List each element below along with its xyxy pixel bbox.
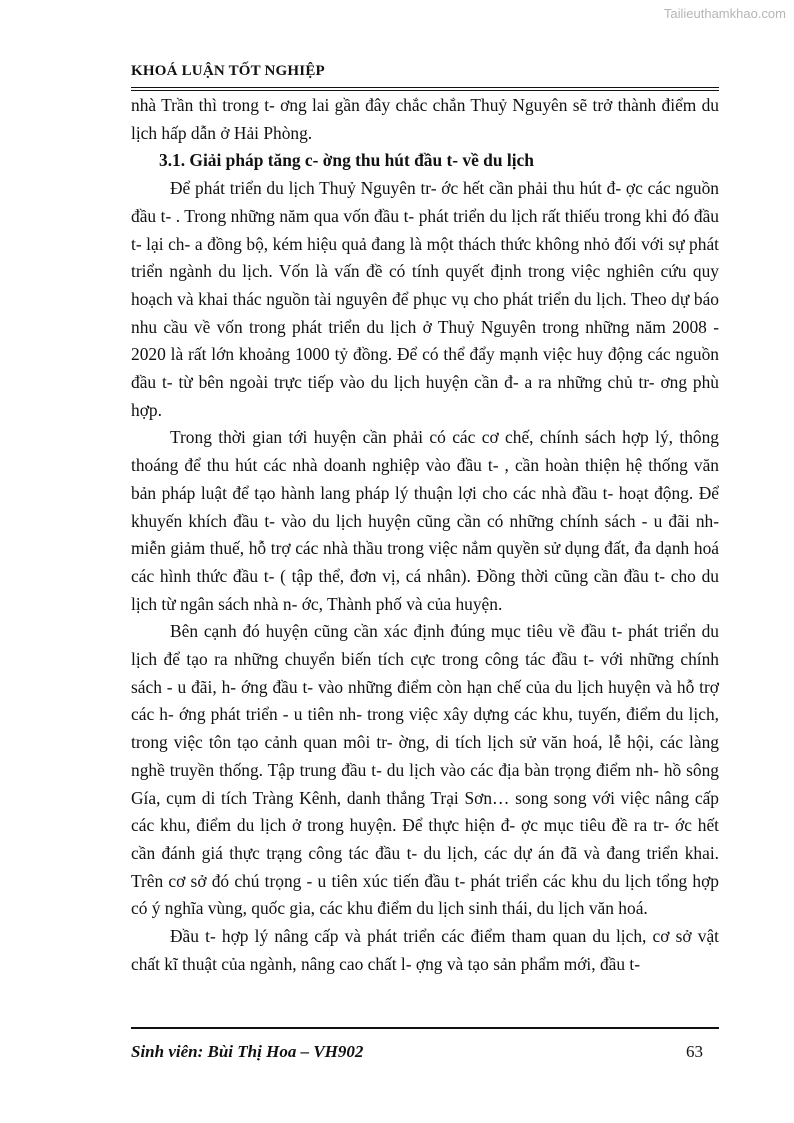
paragraph-2: Trong thời gian tới huyện cần phải có các cơ chế, chính sách hợp lý, thông thoáng để thu hút các nhà doanh nghiệp vào đầu t- , cần hoàn thiện hệ thống văn bản pháp luật để tạo hành lang pháp lý thuận lợi cho các nhà đầu t- hoạt động. Để khuyến khích đầu t- vào du lịch huyện cũng cần có những chính sách - u đãi nh- miễn giảm thuế, hỗ trợ các nhà thầu trong việc nắm quyền sử dụng đất, đa dạnh hoá các hình thức đầu t- ( tập thể, đơn vị, cá nhân). Đồng thời cũng cần đầu t- cho du lịch từ ngân sách nhà n- ớc, Thành phố và của huyện. <box>131 427 719 614</box>
footer-divider <box>131 1027 719 1029</box>
watermark-text: Tailieuthamkhao.com <box>663 6 786 21</box>
section-heading: 3.1. Giải pháp tăng c- ờng thu hút đầu t- về du lịch <box>159 150 534 171</box>
document-body <box>131 92 719 979</box>
paragraph-1: Để phát triển du lịch Thuỷ Nguyên tr- ớc hết cần phải thu hút đ- ợc các nguồn đầu t- . Trong những năm qua vốn đầu t- phát triển du lịch rất thiếu trong khi đó đầu t- lại ch- a đồng bộ, kém hiệu quả đang là một thách thức không nhỏ đối với sự phát triển ngành du lịch. Vốn là vấn đề có tính quyết định trong việc nghiên cứu quy hoạch và khai thác nguồn tài nguyên để phục vụ cho phát triển du lịch. Theo dự báo nhu cầu về vốn trong phát triển du lịch ở Thuỷ Nguyên trong những năm 2008 - 2020 là rất lớn khoảng 1000 tỷ đồng. Để có thể đẩy mạnh việc huy động các nguồn đầu t- từ bên ngoài trực tiếp vào du lịch huyện cần đ- a ra những chủ tr- ơng phù hợp. <box>131 178 719 420</box>
paragraph-4: Đầu t- hợp lý nâng cấp và phát triển các điểm tham quan du lịch, cơ sở vật chất kĩ thuật của ngành, nâng cao chất l- ợng và tạo sản phẩm mới, đầu t- <box>131 926 719 974</box>
header-divider <box>131 87 719 91</box>
page-number: 63 <box>686 1042 703 1061</box>
paragraph-3: Bên cạnh đó huyện cũng cần xác định đúng mục tiêu về đầu t- phát triển du lịch để tạo ra những chuyển biến tích cực trong công tác đầu t- với những chính sách - u đãi, h- ớng đầu t- vào những điểm còn hạn chế của du lịch huyện và hỗ trợ các h- ớng phát triển - u tiên nh- trong việc xây dựng các khu, tuyến, điểm du lịch, trong việc tôn tạo cảnh quan môi tr- ờng, di tích lịch sử văn hoá, lễ hội, các làng nghề truyền thống. Tập trung đầu t- du lịch vào các địa bàn trọng điểm nh- hồ sông Gía, cụm di tích Tràng Kênh, danh thắng Trại Sơn… song song với việc nâng cấp các khu, điểm du lịch ở trong huyện. Để thực hiện đ- ợc mục tiêu đề ra tr- ớc hết cần đánh giá thực trạng công tác đầu t- du lịch, các dự án đã và đang triển khai. Trên cơ sở đó chú trọng - u tiên xúc tiến đầu t- phát triển các khu du lịch tổng hợp có ý nghĩa vùng, quốc gia, các khu điểm du lịch sinh thái, du lịch văn hoá. <box>131 621 719 919</box>
footer-student-name: Sinh viên: Bùi Thị Hoa – VH902 <box>131 1042 364 1061</box>
page-header-title: KHOÁ LUẬN TỐT NGHIỆP <box>131 63 325 79</box>
paragraph-continuation: nhà Trần thì trong t- ơng lai gần đây chắc chắn Thuỷ Nguyên sẽ trở thành điểm du lịch hấp dẫn ở Hải Phòng. <box>131 95 719 143</box>
